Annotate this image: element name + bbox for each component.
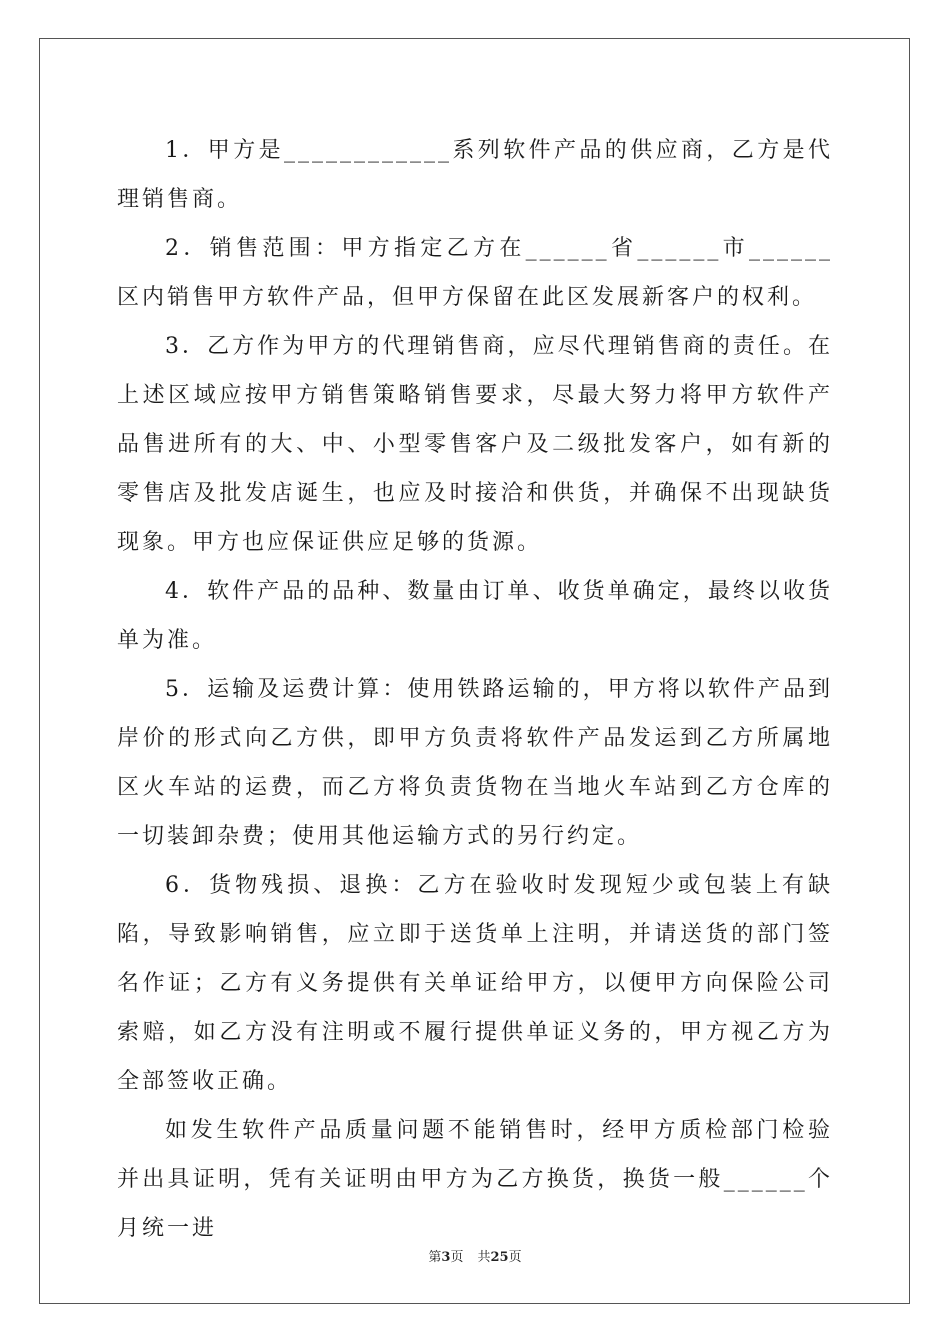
paragraph-6: 6．货物残损、退换：乙方在验收时发现短少或包装上有缺陷，导致影响销售，应立即于送货单上注明，并请送货的部门签名作证；乙方有义务提供有关单证给甲方，以便甲方向保险公司索赔，如乙方没有注明或不履行提供单证义务的，甲方视乙方为全部签收正确。 [117,873,833,1094]
document-body [117,126,833,1253]
total-prefix: 共 [477,1250,491,1265]
paragraph-4: 4．软件产品的品种、数量由订单、收货单确定，最终以收货单为准。 [117,579,833,653]
page-suffix: 页 [450,1250,464,1265]
total-suffix: 页 [508,1250,522,1265]
page-prefix: 第 [428,1250,442,1265]
paragraph-7: 如发生软件产品质量问题不能销售时，经甲方质检部门检验并出具证明，凭有关证明由甲方为乙方换货，换货一般______个月统一进 [117,1118,833,1241]
page-footer [0,1246,950,1265]
current-page-number: 3 [441,1250,451,1265]
paragraph-5: 5．运输及运费计算：使用铁路运输的，甲方将以软件产品到岸价的形式向乙方供，即甲方负责将软件产品发运到乙方所属地区火车站的运费，而乙方将负责货物在当地火车站到乙方仓库的一切装卸杂费；使用其他运输方式的另行约定。 [117,677,833,849]
total-page-count: 25 [490,1250,509,1265]
paragraph-1: 1．甲方是____________系列软件产品的供应商，乙方是代理销售商。 [117,138,833,212]
paragraph-3: 3．乙方作为甲方的代理销售商，应尽代理销售商的责任。在上述区域应按甲方销售策略销售要求，尽最大努力将甲方软件产品售进所有的大、中、小型零售客户及二级批发客户，如有新的零售店及批发店诞生，也应及时接洽和供货，并确保不出现缺货现象。甲方也应保证供应足够的货源。 [117,334,833,555]
paragraph-2: 2．销售范围：甲方指定乙方在______省______市______区内销售甲方软件产品，但甲方保留在此区发展新客户的权利。 [117,236,833,310]
